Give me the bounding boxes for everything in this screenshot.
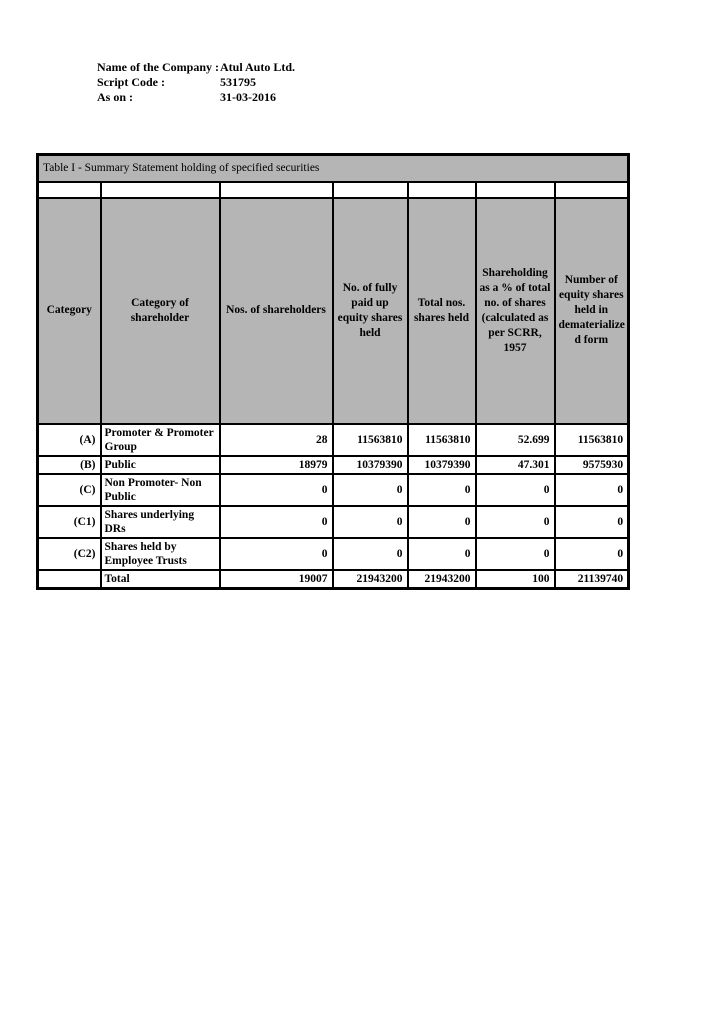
table-title: Table I - Summary Statement holding of specified securities	[38, 155, 629, 182]
paid-up-shares: 0	[333, 506, 408, 538]
shareholding-pct: 52.699	[476, 424, 555, 456]
demat-shares: 0	[555, 538, 629, 570]
paid-up-shares: 21943200	[333, 570, 408, 589]
table-row-shares-underlying-drs	[38, 506, 629, 538]
total-shares: 10379390	[408, 456, 476, 474]
nos-of-shareholders: 0	[220, 474, 333, 506]
category-name: Non Promoter- Non Public	[101, 474, 220, 506]
table-header-row	[38, 198, 629, 424]
shareholding-pct: 0	[476, 506, 555, 538]
col-header-fully-paid-up-shares: No. of fully paid up equity shares held	[333, 198, 408, 424]
table-spacer-row	[38, 182, 629, 198]
category-name: Shares underlying DRs	[101, 506, 220, 538]
nos-of-shareholders: 0	[220, 506, 333, 538]
shareholding-pct: 47.301	[476, 456, 555, 474]
table-row-promoter	[38, 424, 629, 456]
shareholding-pct: 0	[476, 538, 555, 570]
category-code: (C1)	[38, 506, 101, 538]
category-name: Shares held by Employee Trusts	[101, 538, 220, 570]
nos-of-shareholders: 19007	[220, 570, 333, 589]
demat-shares: 0	[555, 474, 629, 506]
table-row-non-promoter	[38, 474, 629, 506]
category-code: (A)	[38, 424, 101, 456]
category-code	[38, 570, 101, 589]
spacer-cell	[101, 182, 220, 198]
paid-up-shares: 11563810	[333, 424, 408, 456]
shareholding-pct: 100	[476, 570, 555, 589]
paid-up-shares: 0	[333, 474, 408, 506]
category-name: Public	[101, 456, 220, 474]
spacer-cell	[408, 182, 476, 198]
script-code-label: Script Code :	[97, 75, 165, 89]
script-code-value: 531795	[220, 75, 256, 89]
as-on-label: As on :	[97, 90, 134, 104]
col-header-category: Category	[38, 198, 101, 424]
paid-up-shares: 10379390	[333, 456, 408, 474]
col-header-shareholding-pct: Shareholding as a % of total no. of shares (calculated as per SCRR, 1957	[476, 198, 555, 424]
total-shares: 11563810	[408, 424, 476, 456]
col-header-category-of-shareholder: Category of shareholder	[101, 198, 220, 424]
demat-shares: 0	[555, 506, 629, 538]
shareholding-pct: 0	[476, 474, 555, 506]
summary-table	[36, 153, 630, 590]
category-name: Promoter & Promoter Group	[101, 424, 220, 456]
company-row	[97, 60, 517, 75]
total-shares: 0	[408, 506, 476, 538]
category-code: (B)	[38, 456, 101, 474]
nos-of-shareholders: 28	[220, 424, 333, 456]
demat-shares: 21139740	[555, 570, 629, 589]
company-name-label: Name of the Company :	[97, 60, 219, 74]
table-row-employee-trusts	[38, 538, 629, 570]
script-code-row	[97, 75, 517, 90]
as-on-value: 31-03-2016	[220, 90, 276, 104]
category-name: Total	[101, 570, 220, 589]
total-shares: 0	[408, 474, 476, 506]
category-code: (C)	[38, 474, 101, 506]
spacer-cell	[333, 182, 408, 198]
demat-shares: 11563810	[555, 424, 629, 456]
paid-up-shares: 0	[333, 538, 408, 570]
total-shares: 21943200	[408, 570, 476, 589]
nos-of-shareholders: 18979	[220, 456, 333, 474]
demat-shares: 9575930	[555, 456, 629, 474]
category-code: (C2)	[38, 538, 101, 570]
col-header-total-shares: Total nos. shares held	[408, 198, 476, 424]
nos-of-shareholders: 0	[220, 538, 333, 570]
document-meta-block	[97, 60, 517, 105]
spacer-cell	[555, 182, 629, 198]
table-row-total	[38, 570, 629, 589]
spacer-cell	[220, 182, 333, 198]
company-name-value: Atul Auto Ltd.	[220, 60, 296, 74]
table-row-public	[38, 456, 629, 474]
col-header-nos-of-shareholders: Nos. of shareholders	[220, 198, 333, 424]
col-header-demat-shares: Number of equity shares held in dematerialize d form	[555, 198, 629, 424]
as-on-row	[97, 90, 517, 105]
total-shares: 0	[408, 538, 476, 570]
spacer-cell	[38, 182, 101, 198]
spacer-cell	[476, 182, 555, 198]
table-title-row	[38, 155, 629, 182]
